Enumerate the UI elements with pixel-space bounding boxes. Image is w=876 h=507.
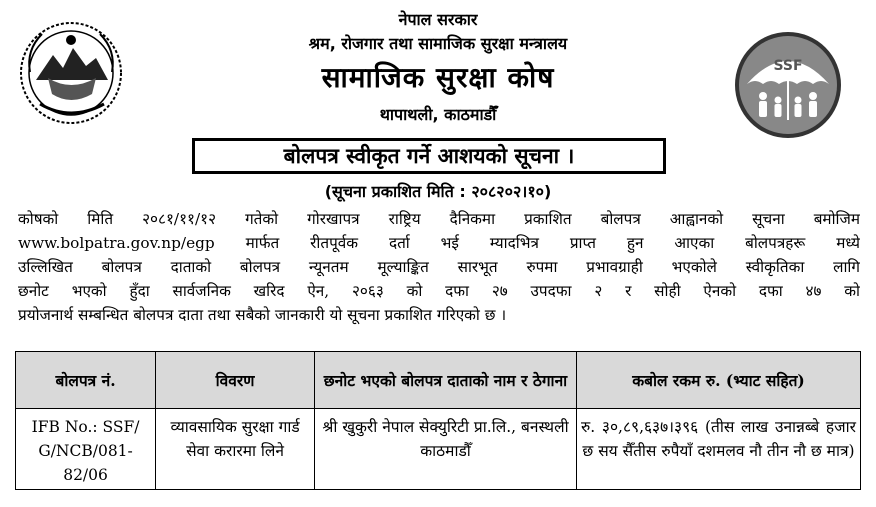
ministry-name: श्रम, रोजगार तथा सामाजिक सुरक्षा मन्त्रालय [308, 34, 568, 53]
body-line: छनोट भएको हुँदा सार्वजनिक खरिद ऐन, २०६३ को दफा २७ उपदफा २ र सोही ऐनको दफा ४७ को [18, 282, 860, 300]
notice-title: बोलपत्र स्वीकृत गर्ने आशयको सूचना । [192, 138, 666, 174]
government-name: नेपाल सरकार [398, 10, 478, 29]
cell-bid-number: IFB No.: SSF/ G/NCB/081-82/06 [16, 409, 156, 490]
ssf-logo [733, 30, 843, 140]
organization-name: सामाजिक सुरक्षा कोष [321, 61, 555, 94]
header-bid-number: बोलपत्र नं. [16, 352, 156, 409]
body-line: कोषको मिति २०८१/११/१२ गतेको गोरखापत्र राष्ट्रिय दैनिकमा प्रकाशित बोलपत्र आह्वानको सूचना बमोजिम [18, 210, 860, 228]
body-line: www.bolpatra.gov.np/egp मार्फत रीतपूर्वक दर्ता भई म्यादभित्र प्राप्त हुन आएका बोलपत्रहरू मध्ये [18, 234, 860, 252]
published-date: (सूचना प्रकाशित मिति : २०८२०२।१०) [324, 182, 552, 201]
cell-amount: रु. ३०,८९,६३७।३९६ (तीस लाख उनान्नब्बे हजार छ सय सैँतीस रुपैयाँ दशमलव नौ तीन नौ छ मात्र) [577, 409, 861, 490]
header-bidder: छनोट भएको बोलपत्र दाताको नाम र ठेगाना [315, 352, 577, 409]
notice-body [18, 207, 860, 327]
bid-table [15, 351, 861, 490]
cell-description: व्यावसायिक सुरक्षा गार्ड सेवा करारमा लिने [156, 409, 315, 490]
organization-location: थापाथली, काठमाडौँ [379, 105, 497, 124]
cell-bidder: श्री खुकुरी नेपाल सेक्युरिटी प्रा.लि., बनस्थली काठमाडौँ [315, 409, 577, 490]
body-line: प्रयोजनार्थ सम्बन्धित बोलपत्र दाता तथा सबैको जानकारी यो सूचना प्रकाशित गरिएको छ । [18, 306, 507, 324]
header-description: विवरण [156, 352, 315, 409]
table-row [16, 409, 861, 490]
ssf-logo-text: SSF [773, 58, 803, 74]
table-header-row [16, 352, 861, 409]
header-amount: कबोल रकम रु. (भ्याट सहित) [577, 352, 861, 409]
body-line: उल्लिखित बोलपत्र दाताको बोलपत्र न्यूनतम मूल्याङ्कित सारभूत रुपमा प्रभावग्राही भएकोले स्वीकृतिका लागि [18, 258, 860, 276]
